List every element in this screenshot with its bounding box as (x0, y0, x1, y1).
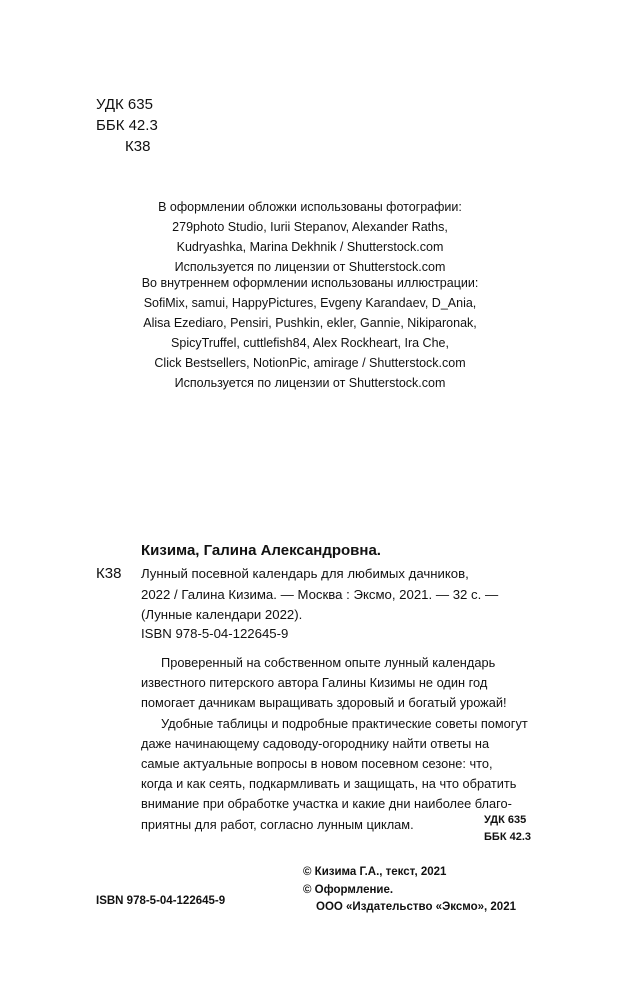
annotation-line: Проверенный на собственном опыте лунный календарь (161, 655, 496, 670)
annotation-line: даже начинающему садоводу-огороднику найти ответы на (141, 735, 490, 751)
cover-credit-line: Используется по лицензии от Shutterstock.com (174, 260, 446, 274)
interior-credit-line: Используется по лицензии от Shutterstock.com (174, 376, 446, 390)
bbk-code: ББК 42.3 (96, 117, 158, 134)
udk-code: УДК 635 (96, 96, 153, 113)
interior-credit-line: Alisa Ezediaro, Pensiri, Pushkin, ekler, Gannie, Nikiparonak, (143, 316, 477, 330)
cover-credit-line: В оформлении обложки использованы фотографии: (158, 200, 462, 214)
annotation-line: самые актуальные вопросы в новом посевном сезоне: что, (141, 756, 493, 772)
classification-right (484, 812, 531, 846)
description-line: (Лунные календари 2022). (141, 607, 303, 622)
copyright-line: © Оформление. (303, 883, 394, 896)
copyright-block (303, 864, 516, 917)
udk-code-right: УДК 635 (484, 814, 527, 826)
annotation-line: Удобные таблицы и подробные практические советы помогут (161, 715, 528, 731)
bbk-code-right: ББК 42.3 (484, 831, 531, 843)
footer-isbn: ISBN 978-5-04-122645-9 (96, 895, 226, 907)
cover-credit-line: 279photo Studio, Iurii Stepanov, Alexander Raths, (172, 220, 448, 234)
interior-credit-line: Во внутреннем оформлении использованы иллюстрации: (141, 276, 479, 290)
interior-credit-line: Click Bestsellers, NotionPic, amirage / Shutterstock.com (154, 356, 466, 370)
cover-credit-line: Kudryashka, Marina Dekhnik / Shutterstock.com (176, 240, 444, 254)
annotation (141, 653, 533, 835)
interior-credit-line: SpicyTruffel, cuttlefish84, Alex Rockheart, Ira Che, (171, 336, 449, 350)
cover-credits (110, 197, 510, 277)
description-line: 2022 / Галина Кизима. — Москва : Эксмо, 2021. — 32 с. — (141, 586, 499, 602)
bibliographic-description (141, 564, 531, 626)
copyright-line: © Кизима Г.А., текст, 2021 (303, 866, 447, 878)
annotation-line: когда и как сеять, подкармливать и защищать, на что обратить (141, 776, 517, 792)
interior-credit-line: SofiMix, samui, HappyPictures, Evgeny Karandaev, D_Ania, (143, 296, 477, 310)
description-line: Лунный посевной календарь для любимых дачников, (141, 566, 469, 581)
classification-block (96, 94, 158, 157)
bibliographic-isbn: ISBN 978-5-04-122645-9 (141, 626, 289, 641)
bibliographic-author-mark: К38 (96, 565, 122, 582)
annotation-line: приятны для работ, согласно лунным циклам. (141, 816, 414, 832)
annotation-line: помогает дачникам выращивать здоровый и богатый урожай! (141, 695, 507, 711)
annotation-line: внимание при обработке участка и какие дни наиболее благо- (141, 796, 512, 812)
interior-credits (110, 273, 510, 393)
copyright-line: ООО «Издательство «Эксмо», 2021 (316, 901, 516, 913)
bibliographic-author: Кизима, Галина Александровна. (141, 542, 381, 559)
author-mark: К38 (125, 138, 151, 155)
annotation-line: известного питерского автора Галины Кизимы не один год (141, 675, 488, 691)
